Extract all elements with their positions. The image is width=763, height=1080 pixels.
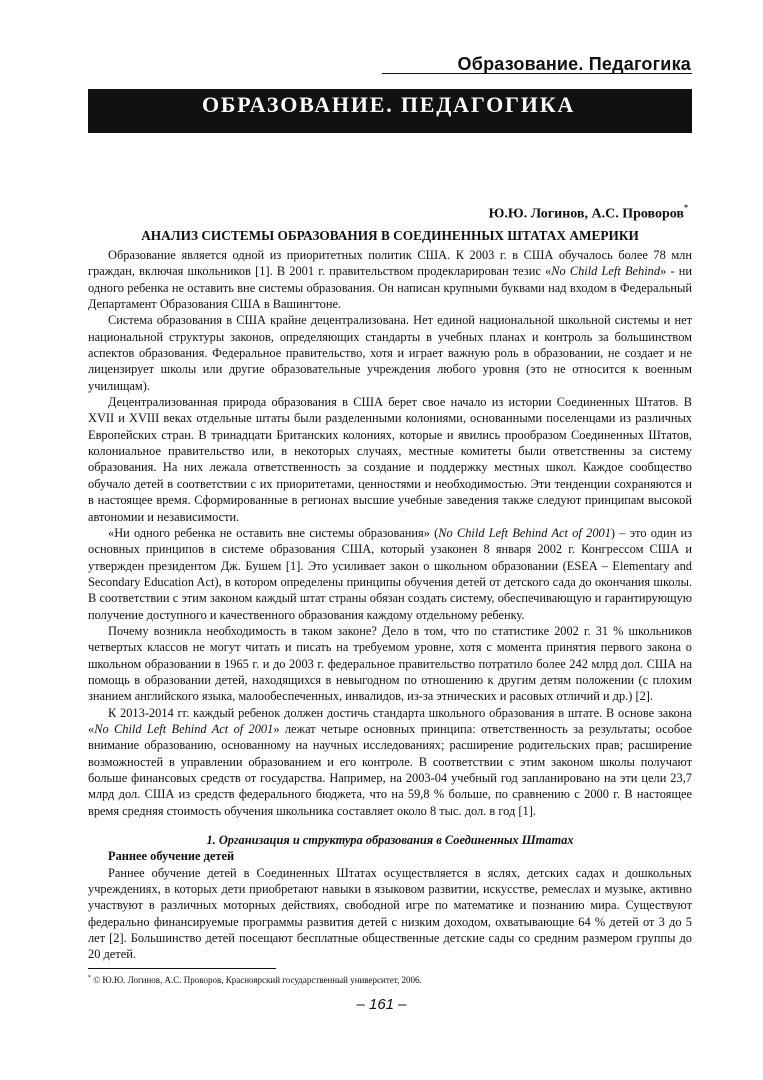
article-body <box>88 247 692 963</box>
page-number: – 161 – <box>356 996 407 1013</box>
paragraph-5: Почему возникла необходимость в таком законе? Дело в том, что по статистике 2002 г. 31 % школьников четвертых классов не могут читать и писать на требуемом уровне, хотя с момента принятия первого закона о школьном образовании в 1965 г. и до 2003 г. федеральное правительство потратило более 242 млрд дол. США на помощь в образовании детей, находящихся в невыгодном по отношению к другим детям положении (с плохим знанием английского языка, малообеспеченных, инвалидов, из-за этнических и расовых отличий и др.) [2]. <box>88 623 692 704</box>
article-title: АНАЛИЗ СИСТЕМЫ ОБРАЗОВАНИЯ В СОЕДИНЕННЫХ ШТАТАХ АМЕРИКИ <box>141 228 639 243</box>
paragraph-4: «Ни одного ребенка не оставить вне системы образования» (No Child Left Behind Act of 2001) – это один из основных принципов в системе образования США, который узаконен 8 января 2002 г. Конгрессом США и утвержден президентом Дж. Бушем [1]. Это усиливает закон о школьном образовании (ESEA – Elementary and Secondary Education Act), в котором определены принципы обучения детей от детского сада до окончания школы. В соответствии с этим законом каждый штат страны обязан создать систему, обеспечивающую и гарантирующую получение доступного и качественного образования каждому отдельному ребенку. <box>88 525 692 622</box>
author-footnote-mark: * <box>684 203 688 212</box>
footnote <box>88 975 692 985</box>
article-authors <box>0 205 688 223</box>
footnote-rule <box>88 968 276 969</box>
paragraph-1: Образование является одной из приоритетных политик США. К 2003 г. в США обучалось более 78 млн граждан, включая школьников [1]. В 2001 г. правительством продекларирован тезис «No Child Left Behind» - ни одного ребенка не оставить вне системы образования. Он написан крупными буквами над входом в Федеральный Департамент Образования США в Вашингтоне. <box>88 248 692 312</box>
subsection-heading: Раннее обучение детей <box>108 849 235 864</box>
running-head-title: Образование. Педагогика <box>457 54 691 74</box>
authors-names: Ю.Ю. Логинов, А.С. Проворов <box>488 206 684 222</box>
paragraph-7: Раннее обучение детей в Соединенных Штатах осуществляется в яслях, детских садах и дошкольных учреждениях, в которых дети приобретают навыки в языковом развитии, искусстве, ремеслах и музыке, активно участвуют в различных моторных действиях, свободной игре по математике и познанию мира. Существуют федерально финансируемые программы развития детей с низким доходом, охватывающие 64 % детей от 3 до 5 лет [2]. Большинство детей посещают бесплатные общественные детские сады со средним размером группы до 20 детей. <box>88 865 692 962</box>
footnote-mark: * <box>88 975 91 981</box>
paragraph-3: Децентрализованная природа образования в США берет свое начало из истории Соединенных Штатов. В XVII и XVIII веках отдельные штаты были разделенными колониями, основанными поселенцами из различных Европейских стран. В тринадцати Британских колониях, которые и явились прообразом Соединенных Штатов, колониальное правительство или, в некоторых случаях, местные комитеты были ответственны за систему образования. На них лежала ответственность за создание и поддержку местных школ. Каждое сообщество обучало детей в соответствии с их приоритетами, ценностями и необходимостью. Эти тенденции сохраняются и в настоящее время. Сформированные в регионах высшие учебные заведения также следуют принципам высокой автономии и независимости. <box>88 395 692 524</box>
running-head-rule <box>382 73 692 74</box>
section-heading: 1. Организация и структура образования в Соединенных Штатах <box>206 833 574 848</box>
footnote-text: © Ю.Ю. Логинов, А.С. Проворов, Красноярский государственный университет, 2006. <box>91 975 422 985</box>
section-banner-title: ОБРАЗОВАНИЕ. ПЕДАГОГИКА <box>202 92 576 117</box>
paragraph-6: К 2013-2014 гг. каждый ребенок должен достичь стандарта школьного образования в штате. В основе закона «No Child Left Behind Act of 2001» лежат четыре основных принципа: ответственность за результаты; особое внимание образованию, основанному на научных исследованиях; расширение родительских прав; расширение возможностей в управлении образованием и его контроле. В соответствии с этим законом школы получают больше финансовых средств от государства. Например, на 2003-04 учебный год запланировано на эти цели 23,7 млрд дол. США из средств федерального бюджета, что на 59,8 % больше, по сравнению с 2000 г. В настоящее время средняя стоимость обучения школьника составляет около 8 тыс. дол. в год [1]. <box>88 705 692 818</box>
paragraph-2: Система образования в США крайне децентрализована. Нет единой национальной школьной системы и нет национальной структуры законов, определяющих стандарты в учебных планах и контроль за большинством аспектов образования. Федеральное правительство, хотя и играет важную роль в образовании, не создает и не лицензирует школы или другие образовательные учреждения любого уровня (это не относится к военным училищам). <box>88 313 692 393</box>
